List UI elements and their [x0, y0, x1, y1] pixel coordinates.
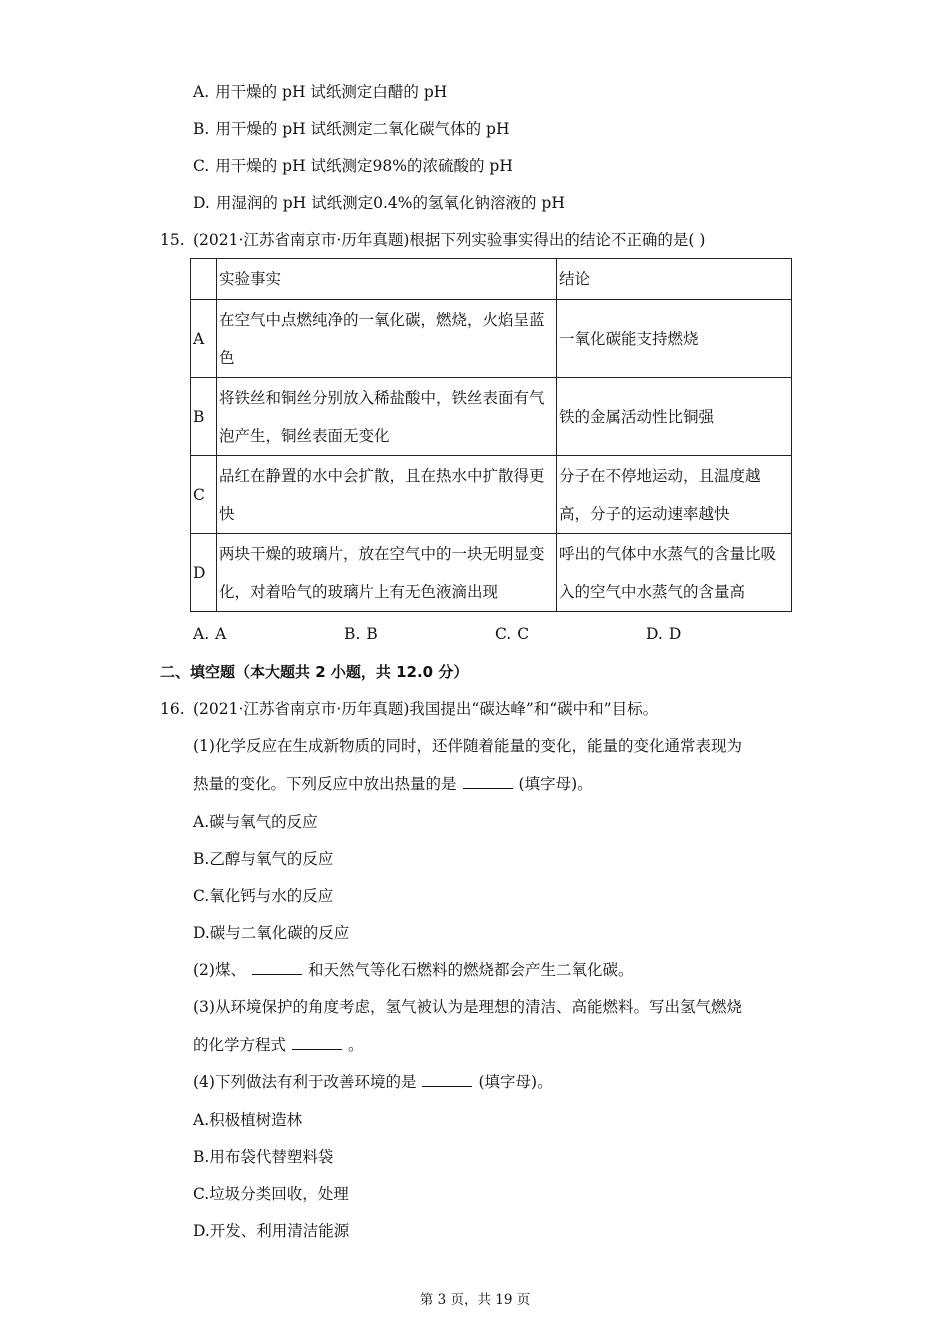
answer-blank[interactable]: [463, 774, 513, 789]
answer-blank[interactable]: [422, 1072, 472, 1087]
row-conclusion: 一氧化碳能支持燃烧: [557, 300, 792, 378]
row-letter: C: [191, 456, 217, 534]
choice-letter: C.: [495, 625, 512, 643]
q15-number: 15.: [160, 231, 185, 249]
row-conclusion: 铁的金属活动性比铜强: [557, 378, 792, 456]
option-letter: B.: [193, 120, 210, 138]
text: 和天然气等化石燃料的燃烧都会产生二氧化碳。: [307, 961, 634, 979]
text: 的化学方程式: [193, 1036, 287, 1054]
q15-choice-a: [193, 624, 226, 644]
q16-part1-option: C.氧化钙与水的反应: [193, 887, 334, 905]
answer-blank[interactable]: [292, 1035, 342, 1050]
header-cell-conclusion: 结论: [557, 259, 792, 300]
choice-letter: B.: [344, 625, 361, 643]
text: (4)下列做法有利于改善环境的是: [193, 1073, 417, 1091]
q16-part4-option: D.开发、利用清洁能源: [193, 1222, 350, 1240]
text: 。: [348, 1036, 364, 1054]
text: 热量的变化。下列反应中放出热量的是: [193, 775, 457, 793]
q16-part1-option: B.乙醇与氧气的反应: [193, 850, 334, 868]
q15-facts-table: [190, 258, 792, 612]
choice-text: D: [668, 625, 682, 643]
row-letter: D: [191, 534, 217, 612]
q14-option-c: [193, 156, 513, 176]
q16-part3-line2: [193, 1035, 364, 1055]
q16-part2: [193, 960, 633, 980]
q14-option-a: [193, 82, 447, 102]
header-cell-fact: 实验事实: [217, 259, 557, 300]
q16-part3-line1: (3)从环境保护的角度考虑，氢气被认为是理想的清洁、高能燃料。写出氢气燃烧: [193, 998, 742, 1016]
table-row: [191, 378, 792, 456]
q16-part1-option: D.碳与二氧化碳的反应: [193, 924, 350, 942]
table-row: [191, 300, 792, 378]
row-fact: 在空气中点燃纯净的一氧化碳，燃烧，火焰呈蓝色: [217, 300, 557, 378]
section-heading: 二、填空题（本大题共 2 小题，共 12.0 分）: [160, 663, 469, 681]
row-letter: A: [191, 300, 217, 378]
q16-part4: [193, 1072, 553, 1092]
option-text: 用干燥的 pH 试纸测定二氧化碳气体的 pH: [215, 120, 510, 138]
answer-blank[interactable]: [252, 960, 302, 975]
q16-part4-option: C.垃圾分类回收，处理: [193, 1185, 349, 1203]
option-text: 用干燥的 pH 试纸测定白醋的 pH: [215, 83, 448, 101]
q16-part1-line1: (1)化学反应在生成新物质的同时，还伴随着能量的变化，能量的变化通常表现为: [193, 737, 742, 755]
row-conclusion: 分子在不停地运动，且温度越高，分子的运动速率越快: [557, 456, 792, 534]
text: (填字母)。: [478, 1073, 553, 1091]
q15-choice-d: [646, 624, 681, 644]
text: (2)煤、: [193, 961, 246, 979]
row-fact: 将铁丝和铜丝分别放入稀盐酸中，铁丝表面有气泡产生，铜丝表面无变化: [217, 378, 557, 456]
row-conclusion: 呼出的气体中水蒸气的含量比吸入的空气中水蒸气的含量高: [557, 534, 792, 612]
q16-number: 16.: [160, 700, 185, 718]
table-row: [191, 534, 792, 612]
q14-option-b: [193, 119, 510, 139]
choice-text: A: [215, 625, 227, 643]
table-row: [191, 456, 792, 534]
header-cell-letter: [191, 259, 217, 300]
q14-option-d: [193, 193, 565, 213]
option-letter: C.: [193, 157, 210, 175]
option-text: 用湿润的 pH 试纸测定0.4%的氢氧化钠溶液的 pH: [215, 194, 565, 212]
q16-part1-line2: [193, 774, 593, 794]
choice-text: B: [366, 625, 378, 643]
row-fact: 品红在静置的水中会扩散，且在热水中扩散得更快: [217, 456, 557, 534]
q16-part1-option: A.碳与氧气的反应: [193, 813, 318, 831]
choice-letter: D.: [646, 625, 663, 643]
option-letter: A.: [193, 83, 210, 101]
q15-stem: (2021·江苏省南京市·历年真题)根据下列实验事实得出的结论不正确的是( ): [193, 231, 706, 249]
q16-part4-option: A.积极植树造林: [193, 1111, 303, 1129]
q16-part4-option: B.用布袋代替塑料袋: [193, 1148, 334, 1166]
page-footer: 第 3 页，共 19 页: [419, 1292, 531, 1308]
option-letter: D.: [193, 194, 210, 212]
q15-choice-b: [344, 624, 378, 644]
q16-stem: (2021·江苏省南京市·历年真题)我国提出“碳达峰”和“碳中和”目标。: [193, 700, 659, 718]
row-letter: B: [191, 378, 217, 456]
table-header-row: [191, 259, 792, 300]
text: (填字母)。: [518, 775, 593, 793]
q15-choice-c: [495, 624, 529, 644]
choice-text: C: [517, 625, 530, 643]
row-fact: 两块干燥的玻璃片，放在空气中的一块无明显变化，对着哈气的玻璃片上有无色液滴出现: [217, 534, 557, 612]
option-text: 用干燥的 pH 试纸测定98%的浓硫酸的 pH: [215, 157, 513, 175]
choice-letter: A.: [193, 625, 210, 643]
